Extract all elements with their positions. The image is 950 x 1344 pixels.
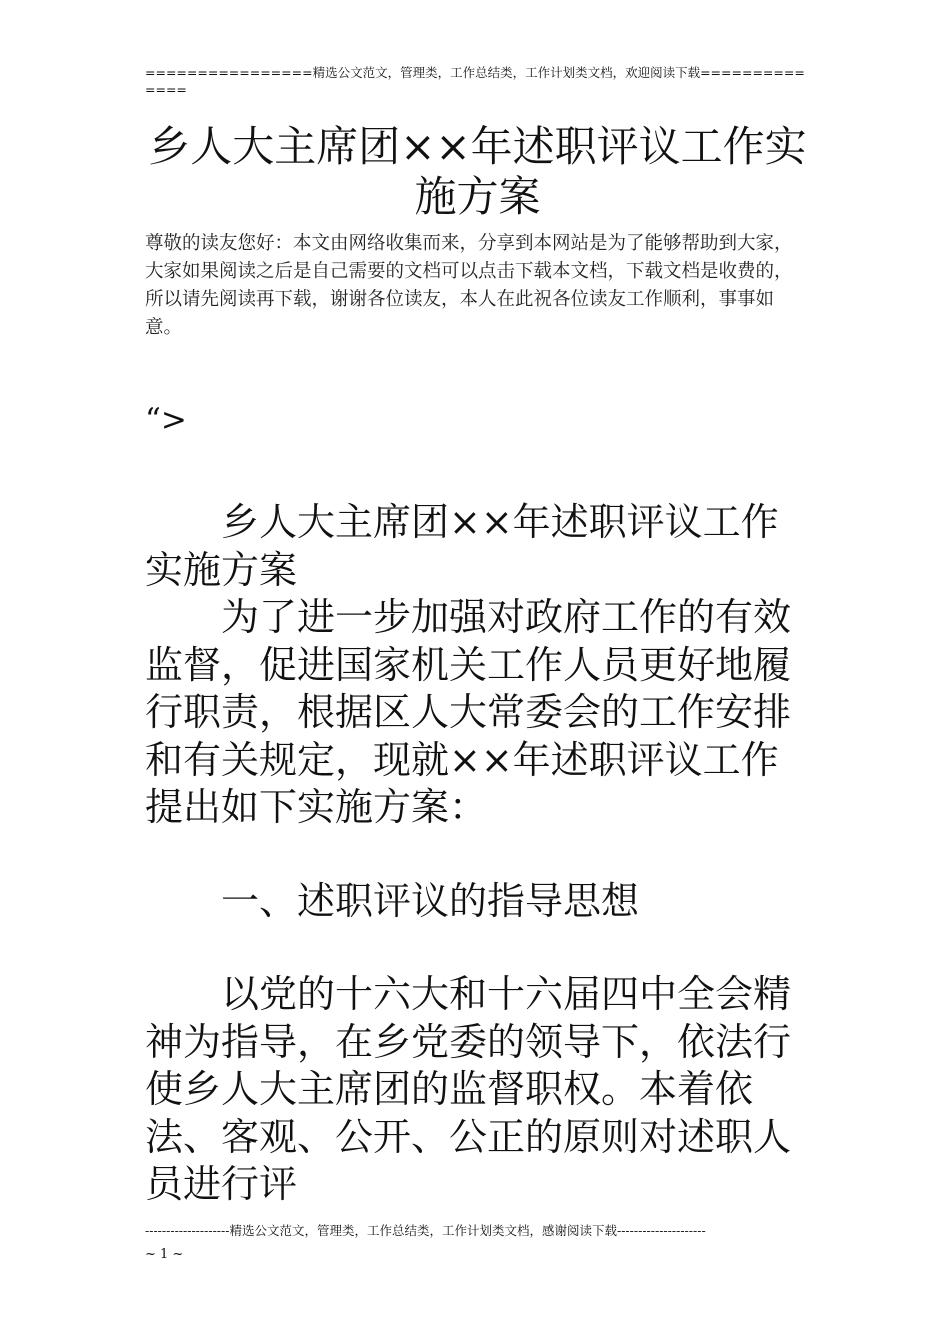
- document-title: 乡人大主席团××年述职评议工作实施方案: [148, 122, 807, 221]
- section-heading: 一、述职评议的指导思想: [221, 878, 640, 923]
- quote-mark: “>: [145, 402, 187, 438]
- header-banner: ================精选公文范文，管理类，工作总结类，工作计划类文档，欢迎阅读下载==============: [145, 65, 805, 97]
- reader-notice: 尊敬的读友您好：本文由网络收集而来，分享到本网站是为了能够帮助到大家，大家如果阅读之后是自己需要的文档可以点击下载本文档，下载文档是收费的，所以请先阅读再下载，谢谢各位读友，本人在此祝各位读友工作顺利，事事如意。: [145, 233, 793, 338]
- body-heading: 乡人大主席团××年述职评议工作实施方案: [145, 500, 779, 592]
- body-paragraph-guideline: 以党的十六大和十六届四中全会精神为指导，在乡党委的领导下，依法行使乡人大主席团的监督职权。本着依法、客观、公开、公正的原则对述职人员进行评: [145, 972, 792, 1206]
- footer-banner: --------------------精选公文范文，管理类，工作总结类，工作计划类文档，感谢阅读下载---------------------: [145, 1223, 706, 1238]
- document-body: [145, 499, 810, 1209]
- page-number: ~ 1 ~: [145, 1247, 184, 1262]
- body-paragraph-intro: 为了进一步加强对政府工作的有效监督，促进国家机关工作人员更好地履行职责，根据区人大常委会的工作安排和有关规定，现就××年述职评议工作提出如下实施方案：: [145, 595, 792, 829]
